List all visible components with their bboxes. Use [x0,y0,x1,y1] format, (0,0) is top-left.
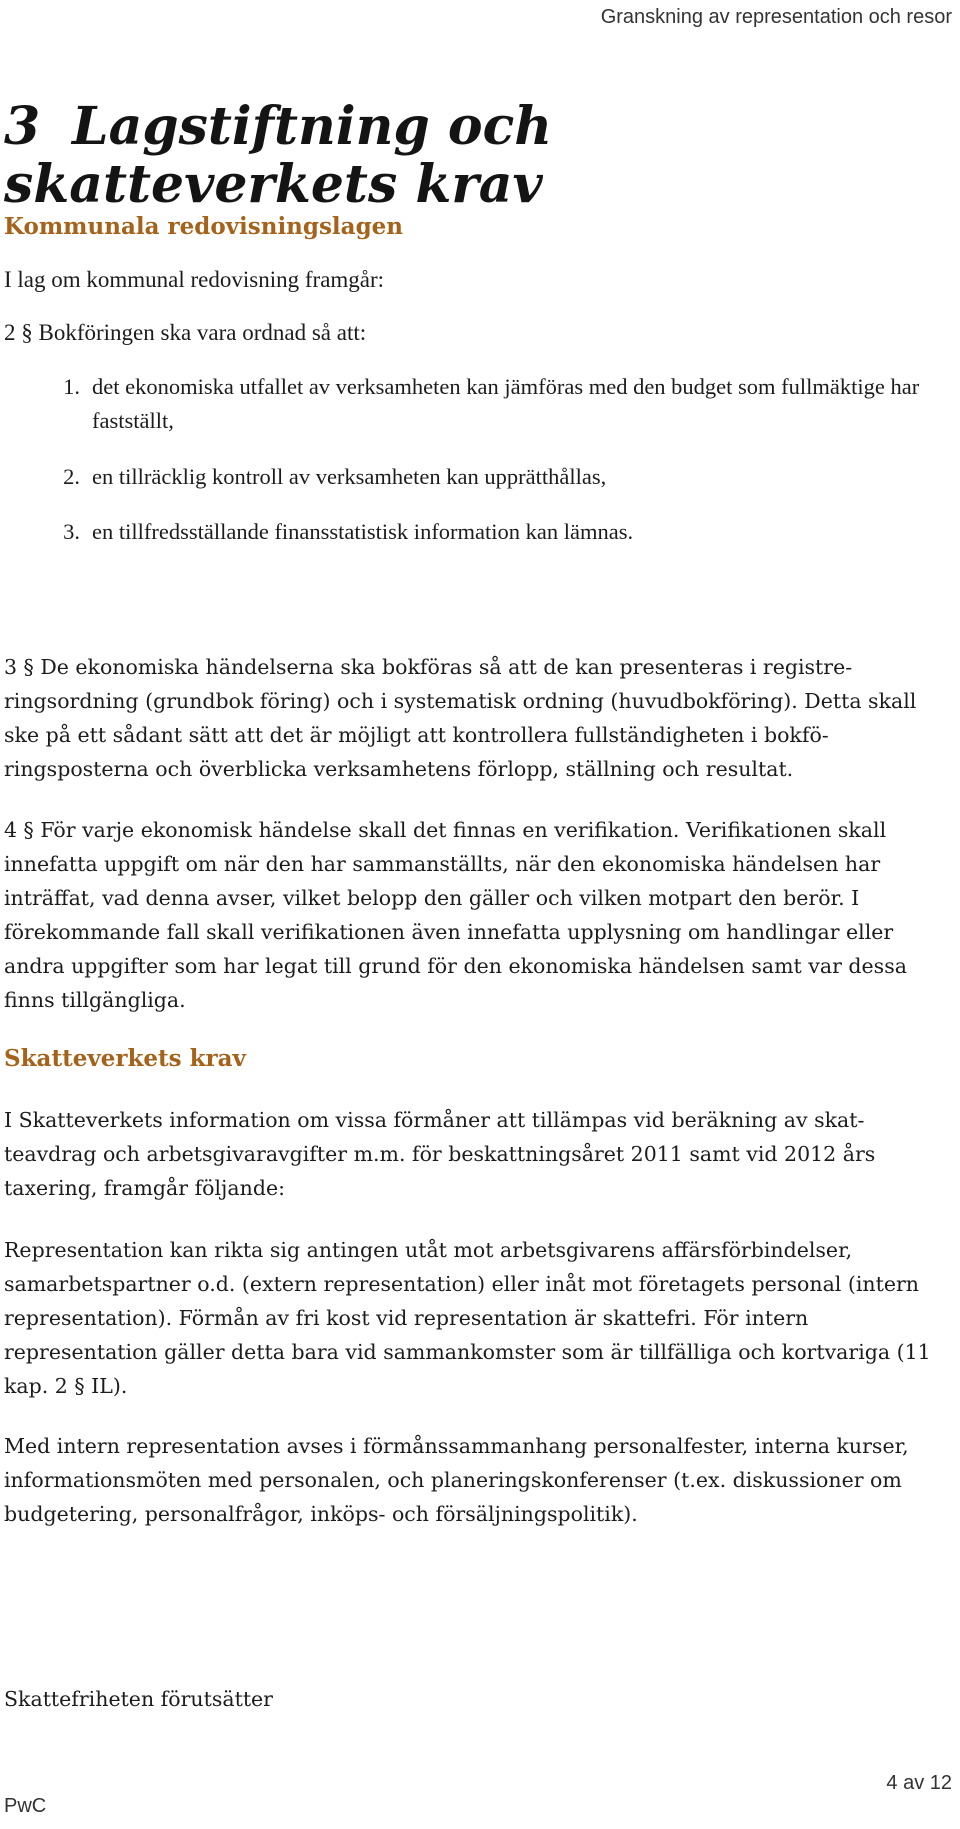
list-item-text: en tillfredsställande finansstatistisk information kan lämnas. [92,519,634,544]
skatteverket-paragraph-2: Representation kan rikta sig antingen utåt mot arbetsgivarens affärsförbindelser, samarbetspartner o.d. (extern representation) eller inåt mot företagets personal (intern representation). Förmån av fri kost vid representation är skattefri. För intern representation gäller detta bara vid sammankomster som är tillfälliga och kortvariga (11 kap. 2 § IL). [4,1238,931,1398]
clause-2-list [4,370,954,549]
clause-3-paragraph: 3 § De ekonomiska händelserna ska bokföras så att de kan presenteras i registreringsordning (grundbok föring) och i systematisk ordning (huvudbokföring). Detta skall ske på ett sådant sätt att det är möjligt att kontrollera fullständigheten i bokföringsposterna och överblicka verksamhetens förlopp, ställning och resultat. [4,655,917,781]
footer-brand: PwC [4,1795,47,1817]
clause-2-paragraph: 2 § Bokföringen ska vara ordnad så att: [4,320,367,345]
section-heading-skatteverket: Skatteverkets krav [4,1045,246,1072]
list-item: 2. en tillräcklig kontroll av verksamheten kan upprätthållas, [63,464,607,489]
list-item-text: det ekonomiska utfallet av verksamheten kan jämföras med den budget som fullmäktige har fastställt, [92,374,920,433]
clause-4-paragraph: 4 § För varje ekonomisk händelse skall det finnas en verifikation. Verifikationen skall innefatta uppgift om när den har sammanställts, när den ekonomiska händelsen har inträffat, vad denna avser, vilket belopp den gäller och vilken motpart den berör. I förekommande fall skall verifikationen även innefatta upplysning om handlingar eller andra uppgifter som har legat till grund för den ekonomiska händelsen samt var dessa finns tillgängliga. [4,818,907,1012]
list-item-text: en tillräcklig kontroll av verksamheten kan upprätthållas, [92,464,607,489]
skatteverket-paragraph-3: Med intern representation avses i förmånssammanhang personalfester, interna kurser, informationsmöten med personalen, och planeringskonferenser (t.ex. diskussioner om budgetering, personalfrågor, inköps- och försäljningspolitik). [4,1434,909,1526]
intro-paragraph: I lag om kommunal redovisning framgår: [4,267,385,292]
page-number: 4 av 12 [886,1772,952,1794]
list-item: 3. en tillfredsställande finansstatistisk information kan lämnas. [63,519,634,544]
chapter-number: 3 [4,96,41,157]
running-header: Granskning av representation och resor [600,6,952,28]
section-heading-kommunala: Kommunala redovisningslagen [4,213,404,240]
chapter-title-text: Lagstiftning och skatteverkets krav [4,96,553,215]
chapter-title [4,98,924,214]
list-item: 1. det ekonomiska utfallet av verksamheten kan jämföras med den budget som fullmäktige har fastställt, [63,374,920,433]
skatteverket-paragraph-4: Skattefriheten förutsätter [4,1687,273,1711]
skatteverket-paragraph-1: I Skatteverkets information om vissa förmåner att tillämpas vid beräkning av skatteavdrag och arbetsgivaravgifter m.m. för beskattningsåret 2011 samt vid 2012 års taxering, framgår följande: [4,1108,876,1200]
